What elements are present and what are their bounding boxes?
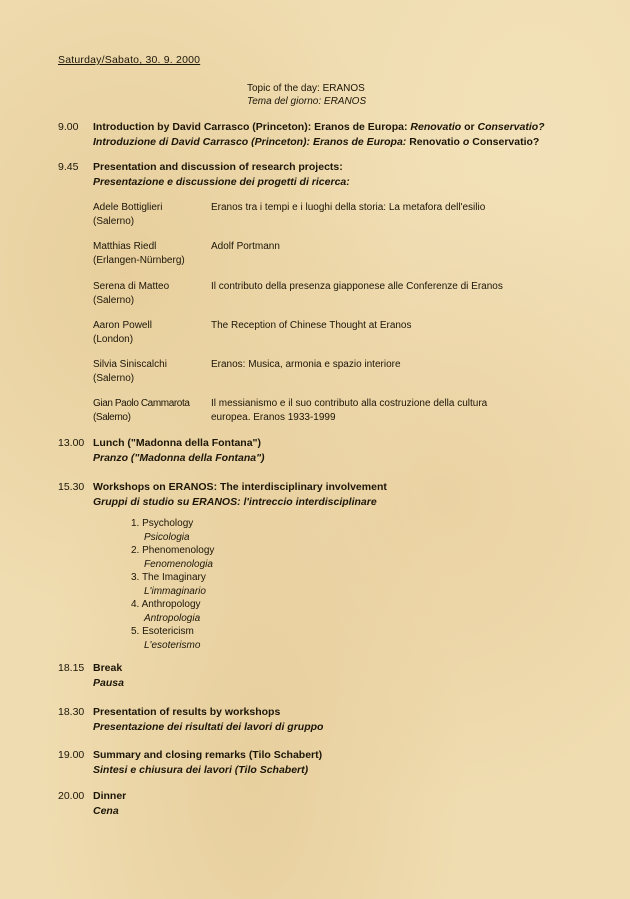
- speaker-name: Adele Bottiglieri: [93, 202, 163, 213]
- speaker-place: (Salerno): [93, 373, 135, 384]
- item-title-en: Lunch ("Madonna della Fontana"): [93, 437, 262, 449]
- item-title-en: Presentation and discussion of research projects:: [93, 161, 343, 173]
- topic-en: Topic of the day: ERANOS: [247, 83, 365, 94]
- speaker-place: (Erlangen-Nürnberg): [93, 255, 185, 266]
- item-title-it: Presentazione e discussione dei progetti di ricerca:: [93, 176, 350, 188]
- speaker-name: Serena di Matteo: [93, 281, 170, 292]
- item-time: 18.15: [58, 662, 85, 674]
- workshop-list: [131, 517, 214, 652]
- item-title-en: Workshops on ERANOS: The interdisciplinary involvement: [93, 481, 387, 493]
- item-title-en: Dinner: [93, 790, 127, 802]
- day-date: Saturday/Sabato, 30. 9. 2000: [58, 54, 201, 66]
- list-item-it: L'esoterismo: [144, 639, 201, 651]
- talk-title: Il contributo della presenza giapponese alle Conferenze di Eranos: [211, 281, 503, 292]
- item-title-it: Pausa: [93, 677, 124, 689]
- item-title-en: Summary and closing remarks (Tilo Schabert): [93, 749, 323, 761]
- speaker-place: (Salerno): [93, 216, 135, 227]
- item-title-en: Introduction by David Carrasco (Princeton): Eranos de Europa: Renovatio or Conservatio?: [93, 121, 545, 133]
- list-item: 5. Esotericism: [131, 626, 194, 637]
- topic-it: Tema del giorno: ERANOS: [247, 96, 367, 107]
- talk-title: Il messianismo e il suo contributo alla costruzione della cultura europea. Eranos 1933-1999: [211, 398, 488, 423]
- list-item-it: L'immaginario: [144, 585, 206, 597]
- speaker-name: Gian Paolo Cammarota: [93, 398, 190, 409]
- list-item-it: Antropologia: [144, 612, 201, 624]
- item-time: 19.00: [58, 749, 85, 761]
- list-item-it: Psicologia: [144, 531, 190, 543]
- item-title-it: Introduzione di David Carrasco (Princeton): Eranos de Europa: Renovatio o Conservatio?: [93, 136, 540, 148]
- item-title-it: Pranzo ("Madonna della Fontana"): [93, 452, 265, 464]
- item-title-en: Break: [93, 662, 123, 674]
- item-time: 9.45: [58, 161, 79, 173]
- talk-title: Eranos: Musica, armonia e spazio interiore: [211, 359, 401, 370]
- item-title-it: Gruppi di studio su ERANOS: l'intreccio interdisciplinare: [93, 496, 377, 508]
- item-title-it: Presentazione dei risultati dei lavori di gruppo: [93, 721, 324, 733]
- speaker-name: Silvia Siniscalchi: [93, 359, 167, 370]
- list-item-it: Fenomenologia: [144, 558, 213, 570]
- item-time: 18.30: [58, 706, 85, 718]
- list-item: 1. Psychology: [131, 518, 194, 529]
- speaker-place: (Salerno): [93, 412, 131, 423]
- speaker-name: Matthias Riedl: [93, 241, 157, 252]
- topic-of-day: [247, 82, 447, 108]
- item-time: 9.00: [58, 121, 79, 133]
- talk-title: The Reception of Chinese Thought at Eranos: [211, 320, 412, 331]
- item-title-en: Presentation of results by workshops: [93, 706, 281, 718]
- talk-title: Eranos tra i tempi e i luoghi della storia: La metafora dell'esilio: [211, 202, 486, 213]
- speaker-place: (London): [93, 334, 134, 345]
- item-time: 20.00: [58, 790, 85, 802]
- item-title-it: Cena: [93, 805, 119, 817]
- item-title-it: Sintesi e chiusura dei lavori (Tilo Schabert): [93, 764, 309, 776]
- list-item: 2. Phenomenology: [131, 545, 215, 556]
- item-time: 15.30: [58, 481, 85, 493]
- item-time: 13.00: [58, 437, 85, 449]
- talk-title: Adolf Portmann: [211, 241, 280, 252]
- list-item: 3. The Imaginary: [131, 572, 206, 583]
- list-item: 4. Anthropology: [131, 599, 201, 610]
- speaker-name: Aaron Powell: [93, 320, 152, 331]
- speaker-place: (Salerno): [93, 295, 135, 306]
